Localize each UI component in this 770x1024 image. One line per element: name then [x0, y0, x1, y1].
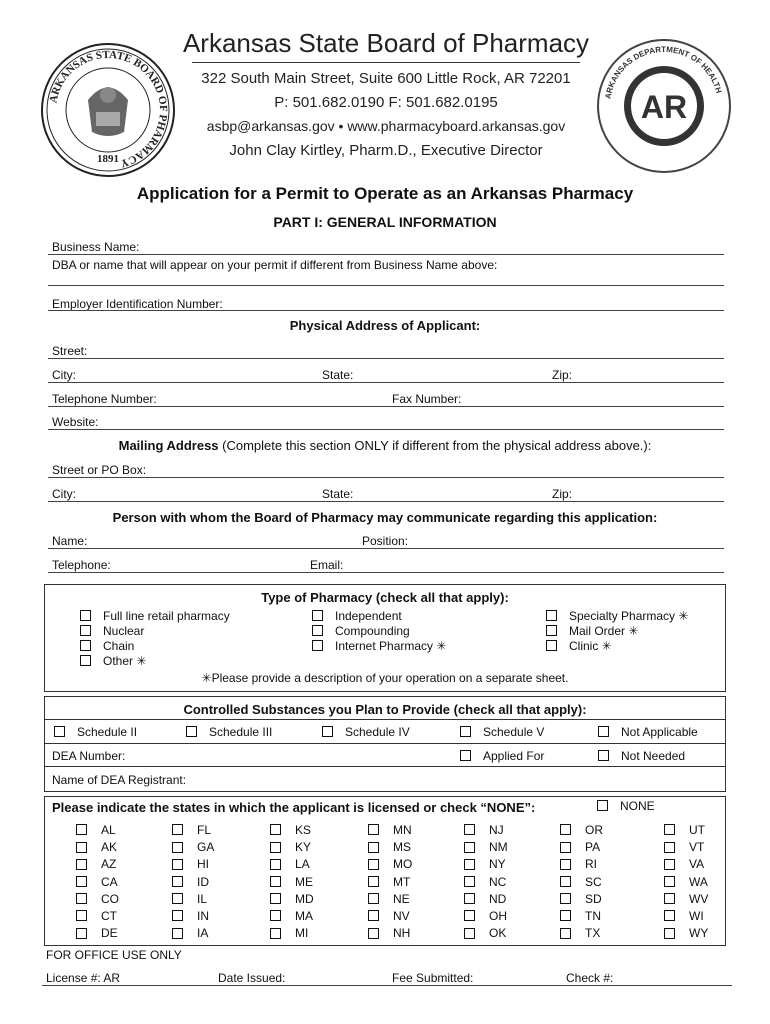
checkbox[interactable] — [464, 893, 475, 904]
type-option-compounding[interactable] — [312, 624, 410, 638]
type-option-clinic[interactable] — [546, 639, 612, 653]
mail-street-field[interactable] — [48, 477, 724, 478]
checkbox[interactable] — [172, 928, 183, 939]
state-option-ok[interactable] — [464, 926, 506, 940]
state-label: MN — [393, 823, 412, 837]
state-label: MI — [295, 926, 309, 941]
checkbox[interactable] — [664, 910, 675, 921]
state-label: NE — [393, 891, 410, 906]
state-label: NJ — [489, 823, 504, 837]
mailing-heading — [0, 438, 770, 453]
checkbox[interactable] — [80, 610, 91, 621]
type-option-retail[interactable] — [80, 609, 230, 623]
state-option-nv[interactable] — [368, 909, 410, 923]
contact-phone-email-field[interactable] — [48, 572, 724, 573]
checkbox[interactable] — [460, 750, 471, 761]
state-option-nd[interactable] — [464, 892, 506, 906]
dea-registrant-label: Name of DEA Registrant: — [52, 773, 187, 787]
schedule-2-option[interactable] — [54, 725, 137, 739]
checkbox[interactable] — [368, 893, 379, 904]
state-option-nc[interactable] — [464, 875, 506, 889]
office-use-label: FOR OFFICE USE ONLY — [46, 948, 182, 962]
state-option-me[interactable] — [270, 875, 313, 889]
mail-street-label: Street or PO Box: — [52, 463, 147, 477]
street-field[interactable] — [48, 358, 724, 359]
option-label: Schedule V — [483, 725, 545, 739]
checkbox[interactable] — [560, 876, 571, 887]
checkbox[interactable] — [464, 928, 475, 939]
state-option-ut[interactable] — [664, 823, 705, 837]
state-label: NY — [489, 857, 506, 872]
checkbox[interactable] — [172, 842, 183, 853]
state-option-wy[interactable] — [664, 926, 708, 940]
business-name-label: Business Name: — [52, 240, 140, 254]
state-option-ky[interactable] — [270, 840, 311, 854]
state-label: RI — [585, 857, 597, 872]
state-label: ME — [295, 874, 313, 889]
seal-right-icon — [594, 36, 734, 176]
checkbox[interactable] — [546, 640, 557, 651]
state-option-oh[interactable] — [464, 909, 507, 923]
checkbox[interactable] — [172, 893, 183, 904]
controlled-divider-1 — [44, 719, 726, 720]
state-label: AL — [101, 823, 116, 837]
applied-for-option[interactable] — [460, 749, 544, 763]
svg-text:ARKANSAS DEPARTMENT OF HEALTH: ARKANSAS DEPARTMENT OF HEALTH — [603, 44, 724, 100]
city-label: City: — [52, 368, 76, 382]
state-option-mn[interactable] — [368, 823, 412, 837]
controlled-heading: Controlled Substances you Plan to Provide (check all that apply): — [183, 702, 587, 717]
state-option-wa[interactable] — [664, 875, 708, 889]
state-option-mt[interactable] — [368, 875, 410, 889]
form-title: Application for a Permit to Operate as an Arkansas Pharmacy — [136, 184, 634, 203]
phone-fax-field[interactable] — [48, 406, 724, 407]
fax-label: Fax Number: — [392, 392, 462, 406]
state-label: HI — [197, 857, 209, 872]
checkbox[interactable] — [312, 625, 323, 636]
option-label: Specialty Pharmacy ✳ — [569, 609, 689, 623]
state-option-fl[interactable] — [172, 823, 211, 837]
checkbox[interactable] — [560, 842, 571, 853]
state-option-vt[interactable] — [664, 840, 704, 854]
state-label: TX — [585, 926, 601, 941]
state-label: PA — [585, 840, 601, 855]
state-label: NM — [489, 840, 508, 855]
type-option-chain[interactable] — [80, 639, 134, 653]
state-option-al[interactable] — [76, 823, 116, 837]
state-option-mi[interactable] — [270, 926, 308, 940]
state-option-ks[interactable] — [270, 823, 311, 837]
mailing-heading-note: (Complete this section ONLY if different from the physical address above.): — [218, 438, 652, 453]
checkbox[interactable] — [597, 800, 608, 811]
option-label: Other ✳ — [103, 654, 147, 668]
option-label: Schedule III — [209, 725, 273, 739]
state-label: IN — [197, 909, 209, 923]
checkbox[interactable] — [270, 910, 281, 921]
checkbox[interactable] — [664, 842, 675, 853]
checkbox[interactable] — [172, 859, 183, 870]
checkbox[interactable] — [464, 876, 475, 887]
states-none-option[interactable] — [597, 799, 655, 813]
seal-left-icon — [38, 40, 178, 180]
state-label: NH — [393, 926, 411, 941]
state-label: AK — [101, 840, 118, 855]
state-label: TN — [585, 909, 601, 923]
state-label: KS — [295, 823, 312, 837]
not-needed-option[interactable] — [598, 749, 685, 763]
fee-submitted-label: Fee Submitted: — [392, 971, 474, 985]
option-label: Schedule II — [77, 725, 138, 739]
state-option-nh[interactable] — [368, 926, 410, 940]
date-issued-label: Date Issued: — [218, 971, 286, 985]
checkbox[interactable] — [664, 859, 675, 870]
state-label: State: — [322, 368, 354, 382]
business-name-field[interactable] — [48, 254, 724, 255]
checkbox[interactable] — [368, 842, 379, 853]
option-label: Independent — [335, 609, 402, 623]
state-option-or[interactable] — [560, 823, 603, 837]
state-label: SC — [585, 874, 602, 889]
state-label: ID — [197, 874, 209, 889]
mail-city-label: City: — [52, 487, 76, 501]
state-label: IL — [197, 891, 208, 906]
checkbox[interactable] — [598, 750, 609, 761]
state-option-wv[interactable] — [664, 892, 708, 906]
type-option-internet[interactable] — [312, 639, 446, 653]
state-option-sc[interactable] — [560, 875, 602, 889]
checkbox[interactable] — [172, 910, 183, 921]
state-option-nm[interactable] — [464, 840, 508, 854]
checkbox[interactable] — [368, 876, 379, 887]
checkbox[interactable] — [54, 726, 65, 737]
option-label: Schedule IV — [345, 725, 410, 739]
checkbox[interactable] — [76, 859, 87, 870]
state-option-ri[interactable] — [560, 857, 597, 871]
state-label: NC — [489, 874, 507, 889]
states-heading: Please indicate the states in which the applicant is licensed or check “NONE”: — [52, 800, 536, 815]
state-option-ga[interactable] — [172, 840, 214, 854]
checkbox[interactable] — [186, 726, 197, 737]
option-label: Full line retail pharmacy — [103, 609, 230, 623]
checkbox[interactable] — [312, 640, 323, 651]
state-option-hi[interactable] — [172, 857, 209, 871]
state-label: MD — [295, 891, 314, 906]
mail-city-state-zip-field[interactable] — [48, 501, 724, 502]
checkbox[interactable] — [76, 876, 87, 887]
state-option-co[interactable] — [76, 892, 119, 906]
type-option-specialty[interactable] — [546, 609, 688, 623]
checkbox[interactable] — [80, 640, 91, 651]
checkbox[interactable] — [598, 726, 609, 737]
board-name: Arkansas State Board of Pharmacy — [182, 28, 590, 58]
state-option-la[interactable] — [270, 857, 310, 871]
dea-number-label: DEA Number: — [52, 749, 126, 763]
schedule-4-option[interactable] — [322, 725, 410, 739]
checkbox[interactable] — [270, 928, 281, 939]
controlled-divider-3 — [44, 766, 726, 767]
state-label: WY — [689, 926, 709, 941]
state-option-wi[interactable] — [664, 909, 704, 923]
state-label: CT — [101, 909, 117, 923]
option-label: Clinic ✳ — [569, 639, 612, 653]
pharmacy-type-note: ✳Please provide a description of your operation on a separate sheet. — [201, 671, 569, 685]
state-label: DE — [101, 926, 118, 941]
checkbox[interactable] — [312, 610, 323, 621]
state-label: VT — [689, 840, 705, 855]
state-label: LA — [295, 857, 310, 872]
checkbox[interactable] — [368, 928, 379, 939]
pharmacy-type-heading: Type of Pharmacy (check all that apply): — [261, 590, 509, 605]
controlled-divider-2 — [44, 743, 726, 744]
type-option-mail-order[interactable] — [546, 624, 638, 638]
checkbox[interactable] — [368, 859, 379, 870]
state-option-mo[interactable] — [368, 857, 412, 871]
state-label: GA — [197, 840, 215, 855]
check-number-label: Check #: — [566, 971, 614, 985]
state-option-de[interactable] — [76, 926, 118, 940]
license-label: License #: AR — [46, 971, 121, 985]
state-label: OR — [585, 823, 603, 837]
contact-email-label: Email: — [310, 558, 344, 572]
checkbox[interactable] — [664, 876, 675, 887]
checkbox[interactable] — [270, 824, 281, 835]
option-label: Mail Order ✳ — [569, 624, 639, 638]
checkbox[interactable] — [270, 876, 281, 887]
not-applicable-option[interactable] — [598, 725, 698, 739]
checkbox[interactable] — [560, 910, 571, 921]
type-option-other[interactable] — [80, 654, 146, 668]
checkbox[interactable] — [270, 893, 281, 904]
type-option-nuclear[interactable] — [80, 624, 144, 638]
state-option-tn[interactable] — [560, 909, 601, 923]
state-label: AZ — [101, 857, 117, 872]
checkbox[interactable] — [76, 910, 87, 921]
checkbox[interactable] — [322, 726, 333, 737]
state-option-in[interactable] — [172, 909, 209, 923]
schedule-5-option[interactable] — [460, 725, 544, 739]
state-option-ak[interactable] — [76, 840, 117, 854]
board-web: asbp@arkansas.gov • www.pharmacyboard.arkansas.gov — [206, 118, 566, 134]
checkbox[interactable] — [172, 824, 183, 835]
state-option-pa[interactable] — [560, 840, 600, 854]
checkbox[interactable] — [664, 824, 675, 835]
option-label: Nuclear — [103, 624, 145, 638]
option-label: Applied For — [483, 749, 545, 763]
checkbox[interactable] — [76, 928, 87, 939]
state-label: CO — [101, 891, 119, 906]
checkbox[interactable] — [76, 824, 87, 835]
type-option-independent[interactable] — [312, 609, 402, 623]
checkbox[interactable] — [80, 625, 91, 636]
state-label: KY — [295, 840, 312, 855]
state-label: NV — [393, 909, 410, 923]
option-label: Compounding — [335, 624, 410, 638]
dba-label: DBA or name that will appear on your permit if different from Business Name above: — [52, 258, 498, 272]
zip-label: Zip: — [552, 368, 573, 382]
checkbox[interactable] — [560, 893, 571, 904]
state-label: WA — [689, 874, 708, 889]
option-label: Not Applicable — [621, 725, 698, 739]
state-label: VA — [689, 857, 705, 872]
checkbox[interactable] — [464, 859, 475, 870]
board-address: 322 South Main Street, Suite 600 Little Rock, AR 72201 — [201, 70, 571, 87]
state-label: MA — [295, 909, 313, 923]
checkbox[interactable] — [172, 876, 183, 887]
street-label: Street: — [52, 344, 88, 358]
state-label: CA — [101, 874, 118, 889]
city-state-zip-field[interactable] — [48, 382, 724, 383]
health-seal-right — [594, 36, 734, 176]
checkbox[interactable] — [270, 859, 281, 870]
state-label: MS — [393, 840, 411, 855]
state-option-ma[interactable] — [270, 909, 313, 923]
state-label: FL — [197, 823, 212, 837]
state-option-ia[interactable] — [172, 926, 208, 940]
state-option-il[interactable] — [172, 892, 207, 906]
telephone-label: Telephone Number: — [52, 392, 157, 406]
ein-field[interactable] — [48, 310, 724, 311]
ein-label: Employer Identification Number: — [52, 297, 223, 311]
board-seal-left — [38, 40, 178, 180]
physical-heading: Physical Address of Applicant: — [289, 318, 481, 333]
svg-text:ARKANSAS STATE BOARD OF PHARMA: ARKANSAS STATE BOARD OF PHARMACY — [47, 48, 170, 170]
checkbox[interactable] — [270, 842, 281, 853]
option-label: Chain — [103, 639, 135, 653]
mail-zip-label: Zip: — [552, 487, 573, 501]
state-option-ne[interactable] — [368, 892, 410, 906]
checkbox[interactable] — [76, 893, 87, 904]
state-label: UT — [689, 823, 705, 837]
state-label: WV — [689, 891, 709, 906]
website-field[interactable] — [48, 429, 724, 430]
office-use-field[interactable] — [42, 985, 732, 986]
state-option-az[interactable] — [76, 857, 116, 871]
state-label: ND — [489, 891, 507, 906]
svg-text:1891: 1891 — [97, 153, 119, 165]
svg-text:AR: AR — [640, 89, 688, 125]
checkbox[interactable] — [464, 910, 475, 921]
state-option-ms[interactable] — [368, 840, 411, 854]
checkbox[interactable] — [560, 859, 571, 870]
contact-heading: Person with whom the Board of Pharmacy may communicate regarding this application: — [112, 510, 658, 525]
contact-name-field[interactable] — [48, 548, 724, 549]
state-label: MO — [393, 857, 413, 872]
state-option-nj[interactable] — [464, 823, 504, 837]
mail-state-label: State: — [322, 487, 354, 501]
part-heading: PART I: GENERAL INFORMATION — [273, 214, 497, 230]
mailing-heading-bold: Mailing Address — [118, 438, 219, 453]
checkbox[interactable] — [460, 726, 471, 737]
contact-position-label: Position: — [362, 534, 409, 548]
state-option-tx[interactable] — [560, 926, 600, 940]
contact-telephone-label: Telephone: — [52, 558, 111, 572]
checkbox[interactable] — [368, 824, 379, 835]
checkbox[interactable] — [546, 625, 557, 636]
checkbox[interactable] — [546, 610, 557, 621]
state-option-id[interactable] — [172, 875, 209, 889]
option-label: Not Needed — [621, 749, 686, 763]
checkbox[interactable] — [464, 824, 475, 835]
state-label: IA — [197, 926, 209, 941]
checkbox[interactable] — [560, 824, 571, 835]
checkbox[interactable] — [80, 655, 91, 666]
checkbox[interactable] — [664, 928, 675, 939]
checkbox[interactable] — [560, 928, 571, 939]
option-label: Internet Pharmacy ✳ — [335, 639, 447, 653]
state-option-md[interactable] — [270, 892, 314, 906]
state-label: OH — [489, 909, 507, 923]
checkbox[interactable] — [368, 910, 379, 921]
board-phones: P: 501.682.0190 F: 501.682.0195 — [274, 94, 498, 111]
state-option-sd[interactable] — [560, 892, 602, 906]
state-option-ca[interactable] — [76, 875, 118, 889]
state-option-ny[interactable] — [464, 857, 506, 871]
state-option-va[interactable] — [664, 857, 704, 871]
website-label: Website: — [52, 415, 99, 429]
contact-name-label: Name: — [52, 534, 88, 548]
dba-field[interactable] — [48, 285, 724, 286]
state-label: SD — [585, 891, 602, 906]
state-label: MT — [393, 874, 411, 889]
header-rule — [192, 62, 580, 63]
checkbox[interactable] — [464, 842, 475, 853]
board-director: John Clay Kirtley, Pharm.D., Executive Director — [229, 142, 543, 159]
checkbox[interactable] — [664, 893, 675, 904]
state-label: WI — [689, 909, 704, 923]
option-label: NONE — [620, 799, 655, 813]
state-option-ct[interactable] — [76, 909, 117, 923]
state-label: OK — [489, 926, 507, 941]
checkbox[interactable] — [76, 842, 87, 853]
schedule-3-option[interactable] — [186, 725, 272, 739]
